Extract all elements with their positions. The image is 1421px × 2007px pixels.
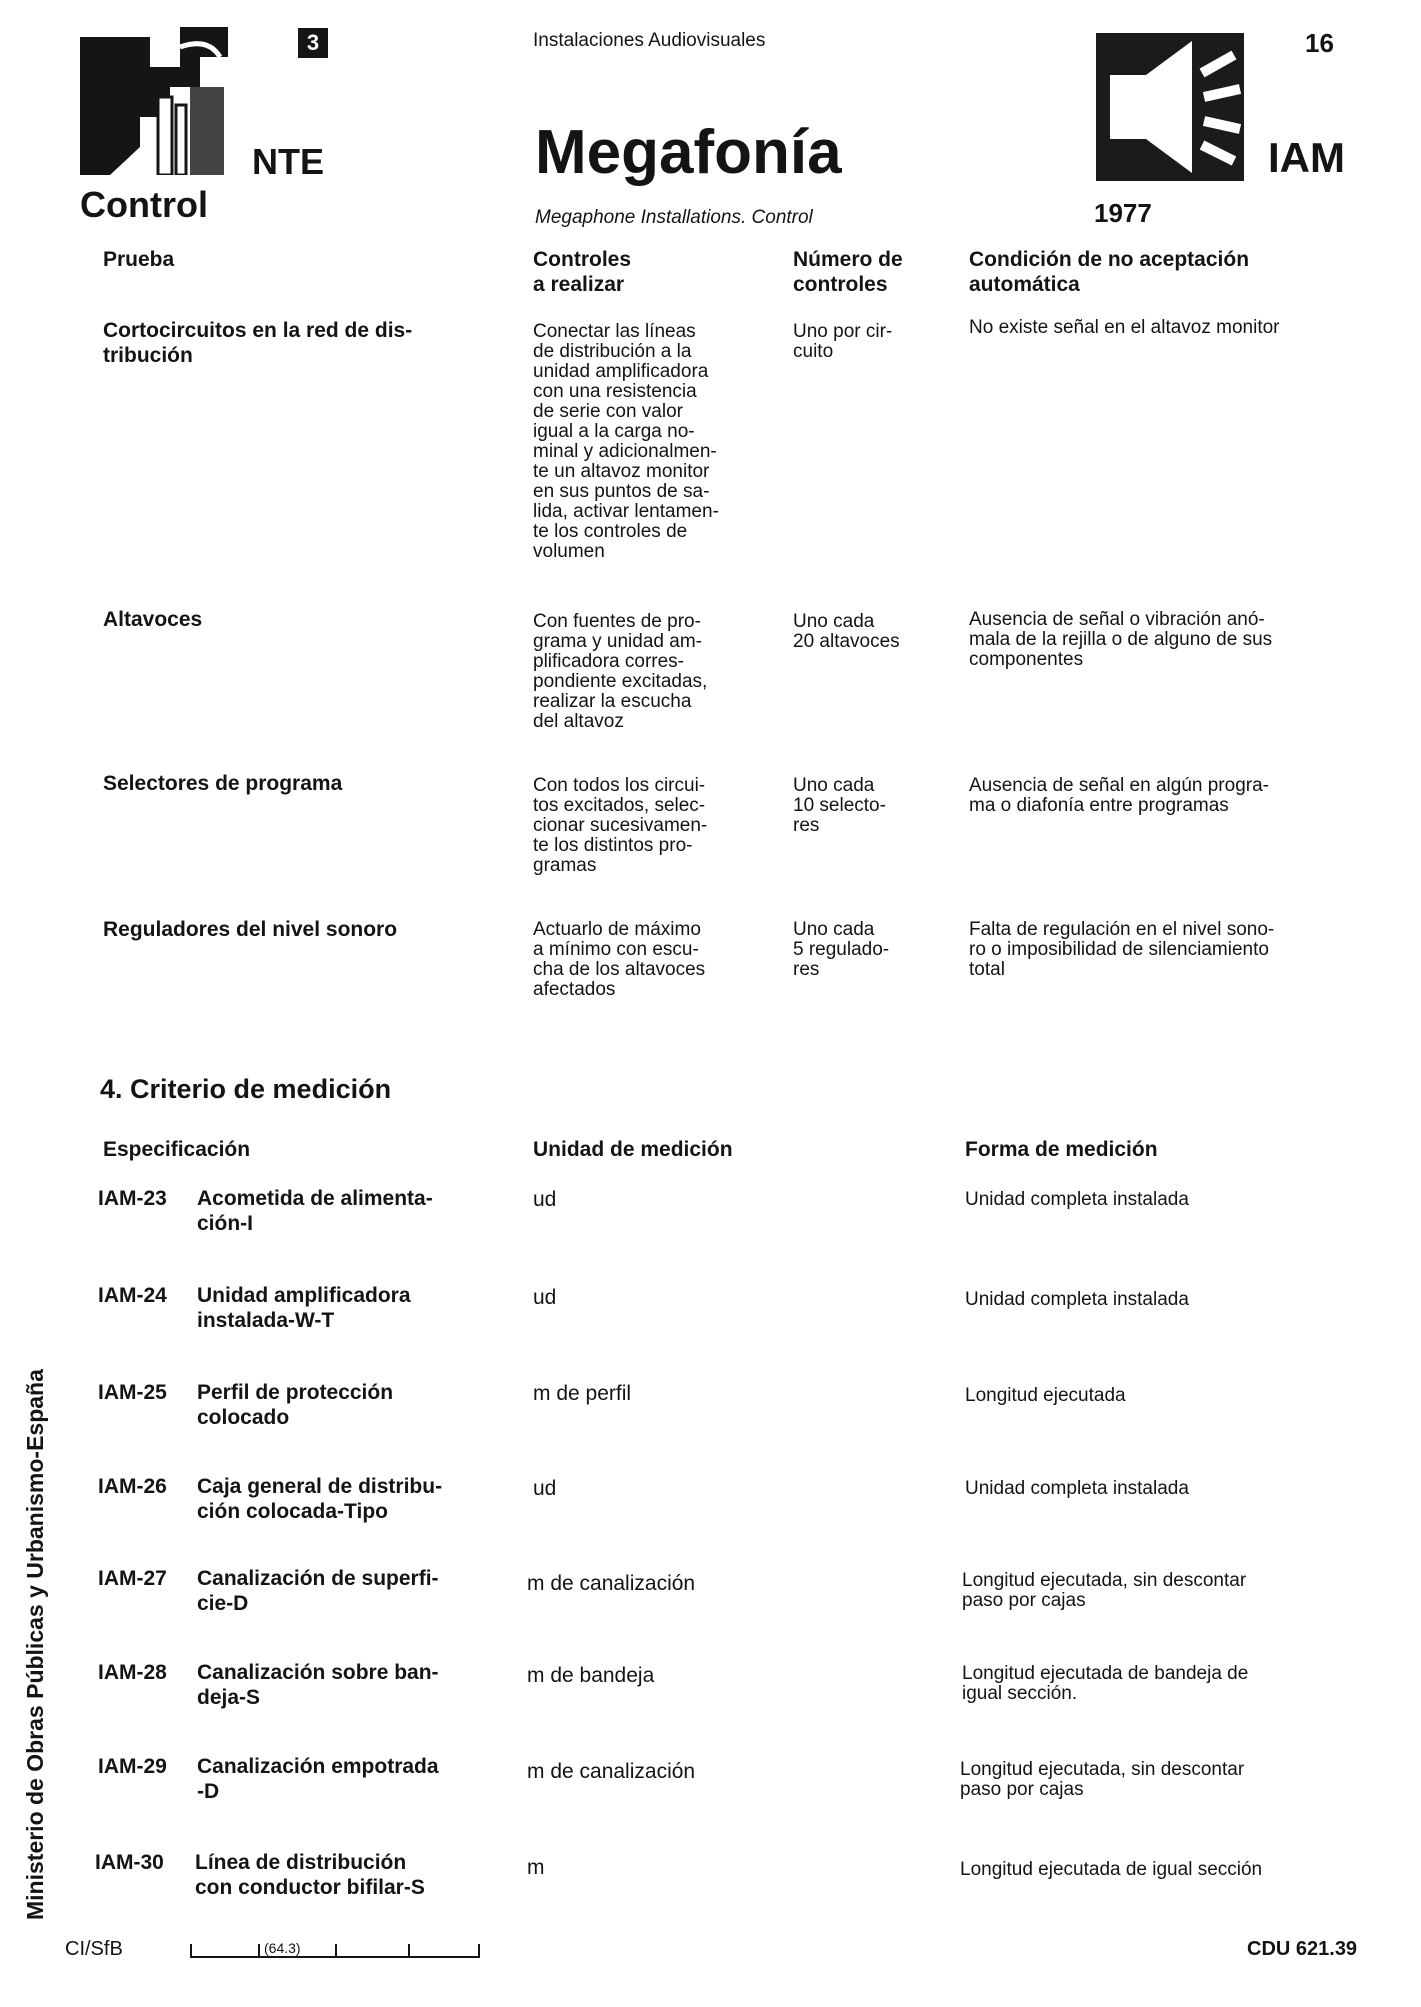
page-number: 16 <box>1305 28 1334 58</box>
spec-code: IAM-24 <box>98 1284 167 1307</box>
spec-name: Canalización de superfi- cie-D <box>197 1567 439 1615</box>
spec-name: Línea de distribución con conductor bifilar-S <box>195 1851 425 1899</box>
cisfb-tick <box>258 1944 260 1958</box>
test-count: Uno por cir- cuito <box>793 321 893 362</box>
test-procedure: Actuarlo de máximo a mínimo con escu- cha de los altavoces afectados <box>533 919 706 1000</box>
spec-code: IAM-25 <box>98 1381 167 1404</box>
measurement-heading: 4. Criterio de medición <box>100 1074 392 1104</box>
spec-name: Acometida de alimenta- ción-I <box>197 1187 433 1235</box>
spec-form: Longitud ejecutada <box>965 1385 1126 1406</box>
page-badge: 3 <box>298 28 328 58</box>
cdu-code: CDU 621.39 <box>1247 1938 1358 1960</box>
spec-unit: m de bandeja <box>527 1664 655 1687</box>
spec-form: Unidad completa instalada <box>965 1478 1189 1499</box>
test-procedure: Con fuentes de pro- grama y unidad am- plificadora corres- pondiente excitadas, realizar la escucha del altavoz <box>533 611 708 732</box>
spec-code: IAM-27 <box>98 1567 167 1590</box>
cisfb-tick <box>335 1944 337 1958</box>
spec-code: IAM-29 <box>98 1755 167 1778</box>
spec-unit: m de canalización <box>527 1760 696 1783</box>
column-header-prueba: Prueba <box>103 248 175 271</box>
test-procedure: Conectar las líneas de distribución a la unidad amplificadora con una resistencia de serie con valor igual a la carga no- minal y adicionalmen- te un altavoz monitor en sus puntos de sa- lida, activar lentamen- te los controles de volumen <box>533 321 719 562</box>
spec-form: Unidad completa instalada <box>965 1289 1189 1310</box>
spec-unit: m <box>527 1856 545 1879</box>
ministry-vertical-label: Ministerio de Obras Públicas y Urbanismo-España <box>22 1369 48 1920</box>
cisfb-code: (64.3) <box>264 1940 301 1956</box>
spec-form: Longitud ejecutada, sin descontar paso por cajas <box>962 1570 1247 1611</box>
test-procedure: Con todos los circui- tos excitados, selec- cionar sucesivamen- te los distintos pro- gramas <box>533 775 708 876</box>
rejection-condition: Ausencia de señal o vibración anó- mala de la rejilla o de alguno de sus componentes <box>969 609 1273 670</box>
spec-name: Caja general de distribu- ción colocada-Tipo <box>197 1475 443 1523</box>
spec-unit: ud <box>533 1286 557 1309</box>
spec-name: Canalización sobre ban- deja-S <box>197 1661 439 1709</box>
spec-unit: ud <box>533 1477 557 1500</box>
code-label: IAM <box>1268 134 1345 181</box>
spec-code: IAM-28 <box>98 1661 167 1684</box>
speaker-logo <box>1096 33 1244 181</box>
spec-code: IAM-23 <box>98 1187 167 1210</box>
test-name: Selectores de programa <box>103 772 343 795</box>
column-header-controles: Controles a realizar <box>533 248 632 296</box>
cisfb-tick <box>190 1944 192 1958</box>
spec-form: Longitud ejecutada de igual sección <box>960 1859 1263 1880</box>
column-header-numero: Número de controles <box>793 248 903 296</box>
page-title: Megafonía <box>535 118 842 187</box>
test-count: Uno cada 20 altavoces <box>793 611 900 652</box>
test-count: Uno cada 5 regulado- res <box>793 919 890 980</box>
column-header-especificacion: Especificación <box>103 1138 251 1161</box>
rejection-condition: Falta de regulación en el nivel sono- ro o imposibilidad de silenciamiento total <box>969 919 1275 980</box>
nte-logo <box>80 27 228 175</box>
cisfb-tick <box>478 1944 480 1958</box>
cisfb-label: CI/SfB <box>65 1938 123 1960</box>
test-name: Reguladores del nivel sonoro <box>103 918 398 941</box>
rejection-condition: Ausencia de señal en algún progra- ma o diafonía entre programas <box>969 775 1269 816</box>
english-subtitle: Megaphone Installations. Control <box>535 207 813 228</box>
spec-name: Perfil de protección colocado <box>197 1381 394 1429</box>
spec-form: Unidad completa instalada <box>965 1189 1189 1210</box>
spec-form: Longitud ejecutada de bandeja de igual sección. <box>962 1663 1249 1704</box>
spec-name: Unidad amplificadora instalada-W-T <box>197 1284 411 1332</box>
test-name: Cortocircuitos en la red de dis- tribución <box>103 319 413 367</box>
spec-code: IAM-26 <box>98 1475 167 1498</box>
year: 1977 <box>1094 198 1152 228</box>
column-header-condicion: Condición de no aceptación automática <box>969 248 1250 296</box>
spec-name: Canalización empotrada -D <box>197 1755 439 1803</box>
section-title: Control <box>80 184 208 225</box>
spec-code: IAM-30 <box>95 1851 164 1874</box>
rejection-condition: No existe señal en el altavoz monitor <box>969 317 1280 338</box>
nte-label: NTE <box>252 141 324 182</box>
spec-unit: m de perfil <box>533 1382 632 1405</box>
spec-form: Longitud ejecutada, sin descontar paso por cajas <box>960 1759 1245 1800</box>
series-title: Instalaciones Audiovisuales <box>533 30 766 51</box>
test-count: Uno cada 10 selecto- res <box>793 775 886 836</box>
spec-unit: m de canalización <box>527 1572 696 1595</box>
column-header-forma: Forma de medición <box>965 1138 1158 1161</box>
cisfb-tick <box>408 1944 410 1958</box>
spec-unit: ud <box>533 1188 557 1211</box>
column-header-unidad: Unidad de medición <box>533 1138 733 1161</box>
test-name: Altavoces <box>103 608 203 631</box>
